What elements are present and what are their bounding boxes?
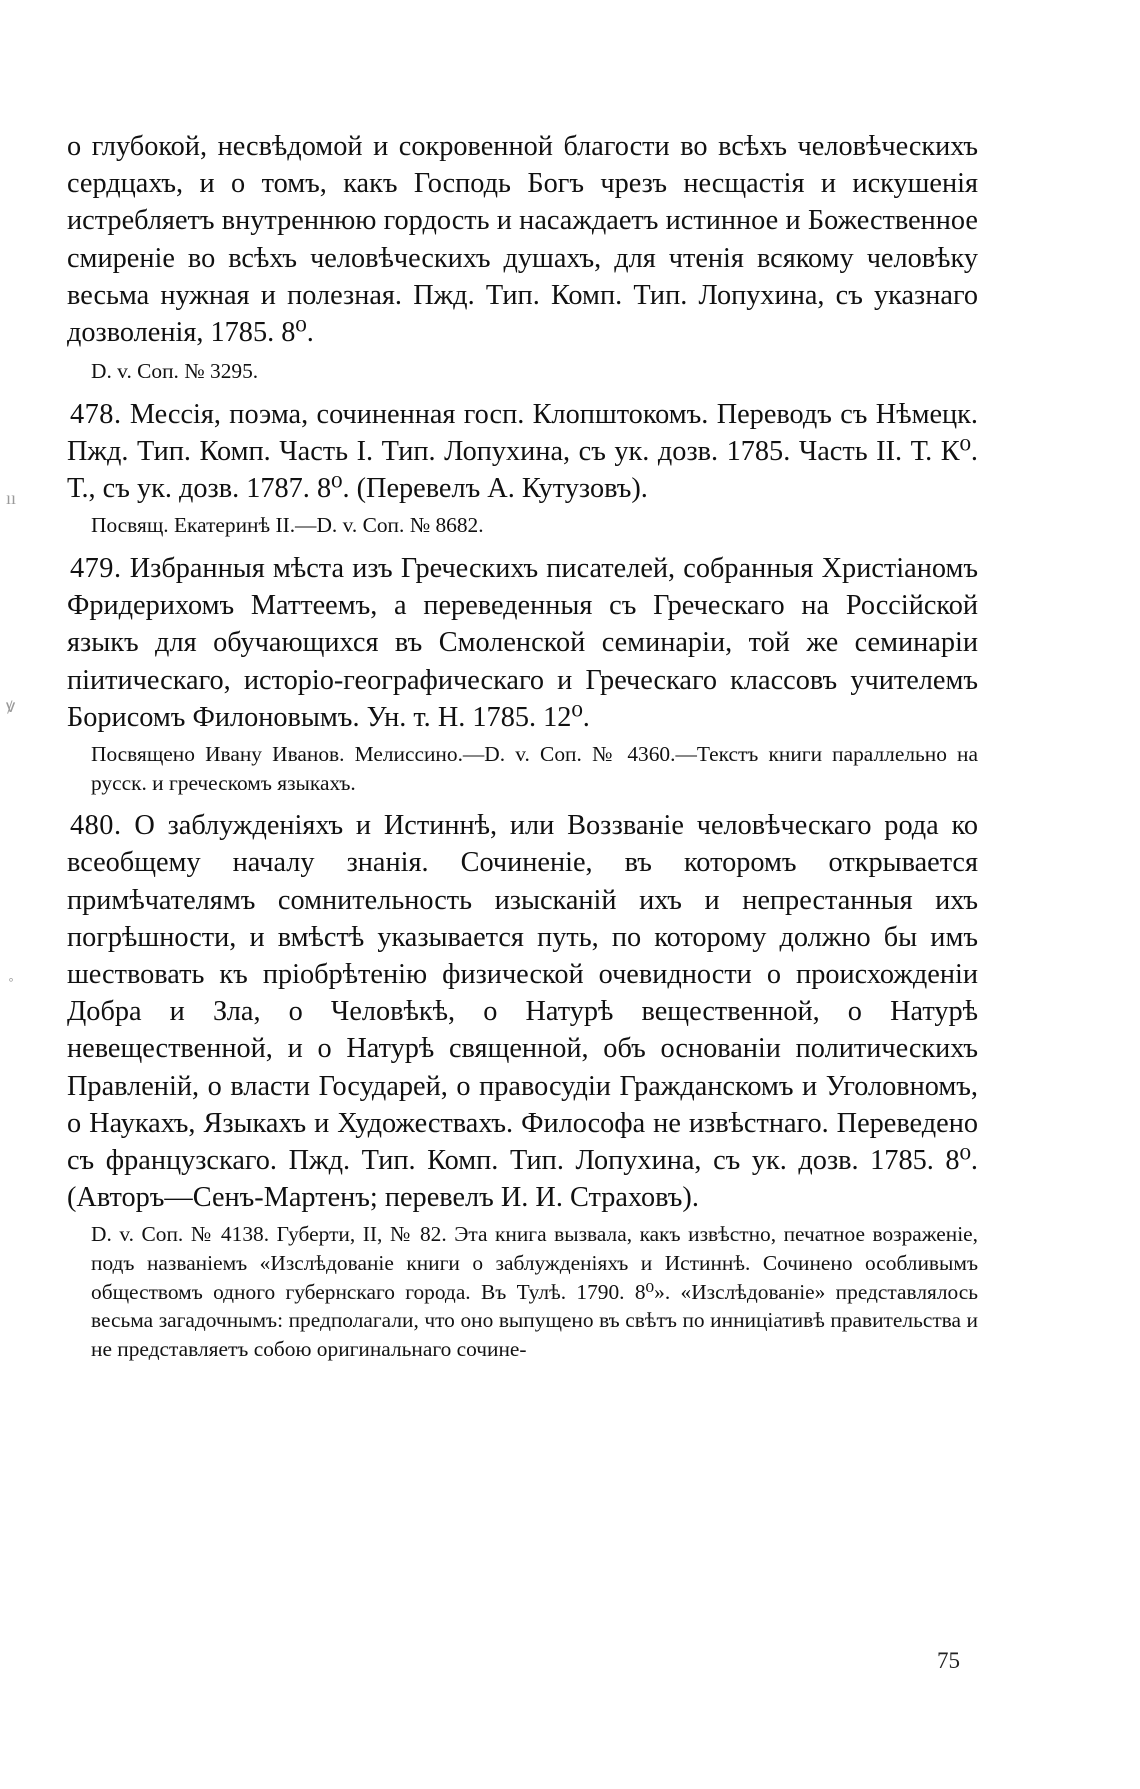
entry-note: Посвящ. Екатеринѣ II.—D. v. Соп. № 8682. [91,513,484,538]
intro-note: D. v. Соп. № 3295. [91,359,259,384]
entry-body [67,550,978,736]
entry-number: 480. [70,810,122,842]
page-number: 75 [937,1648,960,1673]
margin-mark: ˳ [8,962,14,982]
entry-text: Избранныя мѣста изъ Греческихъ писателей, собранныя Христіаномъ Фридерихомъ Маттеемъ, а переведенныя съ Греческаго на Россійской языкъ для обучающихся въ Смоленской семинаріи, той же семинаріи піитическаго, исторіо-географическаго и Греческаго классовъ учителемъ Борисомъ Филоновымъ. Ун. т. Н. 1785. 12⁰. [67,553,978,733]
entry-body [67,396,978,508]
entry-number: 478. [70,398,122,430]
margin-mark: ıı [6,488,17,508]
entry-note: D. v. Соп. № 4138. Губерти, II, № 82. Эта книга вызвала, какъ извѣстно, печатное возраженіе, подъ названіемъ «Изслѣдованіе книги о заблужденіяхъ и Истиннѣ. Сочинено особливымъ обществомъ одного губернскаго города. Въ Тулѣ. 1790. 8⁰». «Изслѣдованіе» представлялось весьма загадочнымъ: предполагали, что оно выпущено въ свѣтъ по инниціативѣ правительства и не представляетъ собою оригинальнаго сочине- [91,1222,978,1361]
entry-note: Посвящено Ивану Иванов. Мелиссино.—D. v. Соп. № 4360.—Текстъ книги параллельно на русск. и греческомъ языкахъ. [91,742,978,795]
entry-480 [67,807,978,1363]
entry-body [67,807,978,1216]
entry-number: 479. [70,553,122,585]
entry-text: Мессія, поэма, сочиненная госп. Клопштокомъ. Переводъ съ Нѣмецк. Пжд. Тип. Комп. Часть I. Тип. Лопухина, съ ук. дозв. 1785. Часть II. Т. К⁰. Т., съ ук. дозв. 1787. 8⁰. (Перевелъ А. Кутузовъ). [67,398,978,505]
entry-479 [67,550,978,797]
page-body [67,128,978,1373]
intro-text: о глубокой, несвѣдомой и сокровенной благости во всѣхъ человѣческихъ сердцахъ, и о томъ, какъ Господь Богъ чрезъ несщастія и искушенія истребляетъ внутреннюю гордость и насаждаетъ истинное и Божественное смиреніе во всѣхъ человѣческихъ душахъ, для чтенія всякому человѣку весьма нужная и полезная. Пжд. Тип. Комп. Тип. Лопухина, съ указнаго дозволенія, 1785. 8⁰. [67,131,978,349]
intro-block [67,128,978,386]
entry-478 [67,396,978,540]
entry-text: О заблужденіяхъ и Истиннѣ, или Воззваніе человѣческаго рода ко всеобщему началу знанія. Сочиненіе, въ которомъ открывается примѣчателямъ сомнительность изысканій ихъ и непрестанныя ихъ погрѣшности, и вмѣстѣ указывается путь, по которому должно бы имъ шествовать къ пріобрѣтенію физической очевидности о происхожденіи Добра и Зла, о Человѣкѣ, о Натурѣ вещественной, о Натурѣ невещественной, и о Натурѣ священной, объ основаніи политическихъ Правленій, о власти Государей, о правосудіи Гражданскомъ и Уголовномъ, о Наукахъ, Языкахъ и Художествахъ. Философа не извѣстнаго. Переведено съ французскаго. Пжд. Тип. Комп. Тип. Лопухина, съ ук. дозв. 1785. 8⁰. (Авторъ—Сенъ-Мартенъ; перевелъ И. И. Страховъ). [67,810,979,1214]
margin-mark: ꝟ [6,696,16,716]
